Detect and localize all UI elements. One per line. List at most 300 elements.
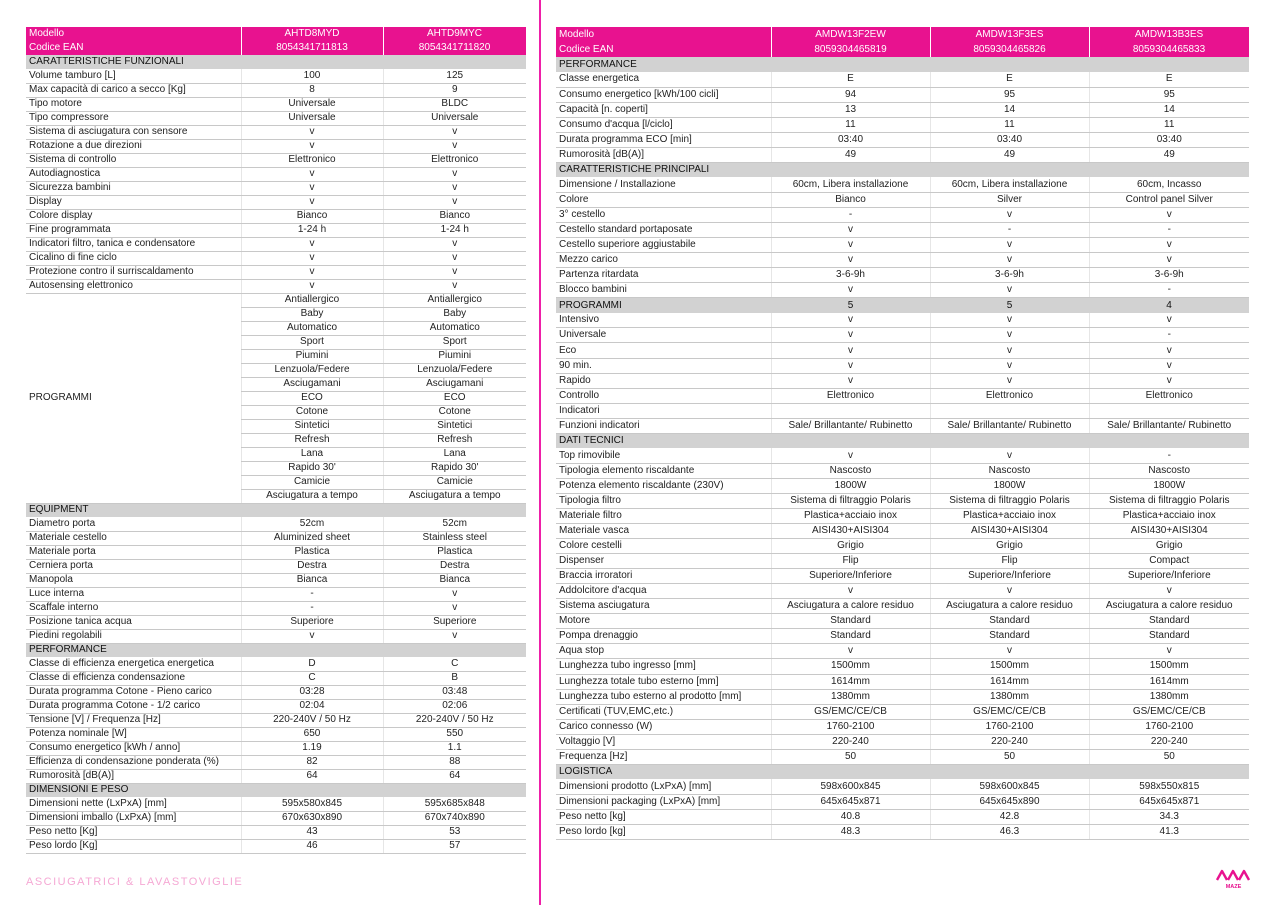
section-value [241, 55, 383, 69]
spec-label: Dispenser [556, 554, 771, 569]
spec-label: Consumo d'acqua [l/ciclo] [556, 117, 771, 132]
spec-label: Indicatori filtro, tanica e condensatore [26, 237, 241, 251]
spec-label: Universale [556, 328, 771, 343]
spec-row [556, 87, 1249, 102]
spec-row [556, 313, 1249, 328]
section-title: PERFORMANCE [556, 57, 771, 72]
spec-value: Grigio [1089, 539, 1249, 554]
spec-row [556, 704, 1249, 719]
spec-label: Cerniera porta [26, 559, 241, 573]
spec-value: 595x685x848 [383, 797, 526, 811]
spec-label: Potenza nominale [W] [26, 727, 241, 741]
spec-value: 1500mm [930, 659, 1089, 674]
spec-row [26, 671, 526, 685]
spec-value: v [930, 358, 1089, 373]
spec-label: Frequenza [Hz] [556, 749, 771, 764]
spec-row [26, 97, 526, 111]
spec-row [26, 69, 526, 83]
spec-label: Classe di efficienza energetica energetica [26, 657, 241, 671]
spec-row [556, 644, 1249, 659]
spec-value: 1380mm [930, 689, 1089, 704]
section-header [556, 764, 1249, 779]
spec-row [556, 734, 1249, 749]
spec-row [26, 83, 526, 97]
spec-row [26, 223, 526, 237]
spec-row [556, 463, 1249, 478]
spec-value: Sistema di filtraggio Polaris [771, 493, 930, 508]
model-label: Modello [26, 27, 241, 41]
spec-value: v [383, 181, 526, 195]
spec-value: - [1089, 283, 1249, 298]
spec-value: v [241, 125, 383, 139]
spec-label: Diametro porta [26, 517, 241, 531]
spec-value: - [1089, 223, 1249, 238]
spec-value: Universale [241, 111, 383, 125]
spec-value: GS/EMC/CE/CB [771, 704, 930, 719]
spec-value: Asciugatura a calore residuo [1089, 599, 1249, 614]
spec-label: Fine programmata [26, 223, 241, 237]
spec-value: Elettronico [1089, 388, 1249, 403]
section-value: 5 [930, 298, 1089, 313]
spec-value: 14 [1089, 102, 1249, 117]
spec-label: Blocco bambini [556, 283, 771, 298]
spec-label: Materiale porta [26, 545, 241, 559]
spec-value: 60cm, Libera installazione [771, 177, 930, 192]
logo-text: MAZE [1225, 884, 1242, 890]
program-name: Camicie [241, 475, 383, 489]
spec-label: Consumo energetico [kWh / anno] [26, 741, 241, 755]
spec-label: Sistema asciugatura [556, 599, 771, 614]
spec-row [556, 569, 1249, 584]
program-name: Asciugatura a tempo [241, 489, 383, 503]
spec-value: Elettronico [241, 153, 383, 167]
section-title: PERFORMANCE [26, 643, 241, 657]
spec-row [26, 755, 526, 769]
section-value [771, 433, 930, 448]
spec-row [26, 559, 526, 573]
spec-row [26, 657, 526, 671]
spec-value: 125 [383, 69, 526, 83]
spec-value: Bianca [383, 573, 526, 587]
spec-value: 220-240 [771, 734, 930, 749]
program-row [26, 293, 526, 307]
spec-value: v [1089, 358, 1249, 373]
spec-value: v [930, 584, 1089, 599]
spec-value: 43 [241, 825, 383, 839]
page-divider [539, 0, 541, 905]
ean-label: Codice EAN [26, 41, 241, 55]
spec-value: 1800W [930, 478, 1089, 493]
spec-label: Dimensione / Installazione [556, 177, 771, 192]
spec-value: 645x645x871 [771, 794, 930, 809]
spec-row [556, 809, 1249, 824]
spec-row [26, 615, 526, 629]
spec-value: C [383, 657, 526, 671]
spec-value: Sale/ Brillantante/ Rubinetto [1089, 418, 1249, 433]
section-value [383, 643, 526, 657]
spec-label: Autodiagnostica [26, 167, 241, 181]
program-name: Piumini [383, 349, 526, 363]
spec-value: v [930, 253, 1089, 268]
spec-row [556, 493, 1249, 508]
spec-value: v [1089, 644, 1249, 659]
spec-value: - [1089, 328, 1249, 343]
spec-value: v [930, 208, 1089, 223]
spec-row [556, 343, 1249, 358]
spec-value: v [1089, 584, 1249, 599]
spec-label: Tensione [V] / Frequenza [Hz] [26, 713, 241, 727]
spec-value: v [383, 125, 526, 139]
ean-code: 8054341711820 [383, 41, 526, 55]
spec-row [556, 418, 1249, 433]
section-title: CARATTERISTICHE FUNZIONALI [26, 55, 241, 69]
section-header [556, 298, 1249, 313]
spec-row [26, 167, 526, 181]
program-name: Rapido 30' [383, 461, 526, 475]
spec-value: GS/EMC/CE/CB [930, 704, 1089, 719]
spec-label: Rapido [556, 373, 771, 388]
spec-value: AISI430+AISI304 [930, 524, 1089, 539]
model-name: AHTD9MYC [383, 27, 526, 41]
spec-value: 1614mm [1089, 674, 1249, 689]
spec-value: Bianco [771, 193, 930, 208]
spec-row [556, 749, 1249, 764]
spec-value: 82 [241, 755, 383, 769]
spec-row [556, 689, 1249, 704]
spec-value: 3-6-9h [930, 268, 1089, 283]
spec-value: v [241, 279, 383, 293]
spec-value: 40.8 [771, 809, 930, 824]
spec-value: v [771, 253, 930, 268]
spec-value: - [241, 587, 383, 601]
model-name: AMDW13F3ES [930, 27, 1089, 42]
spec-label: Protezione contro il surriscaldamento [26, 265, 241, 279]
spec-row [26, 209, 526, 223]
spec-value: v [241, 167, 383, 181]
spec-value: 03:28 [241, 685, 383, 699]
spec-row [556, 554, 1249, 569]
spec-value: v [241, 181, 383, 195]
programs-label: PROGRAMMI [26, 293, 241, 503]
spec-label: Carico connesso (W) [556, 719, 771, 734]
spec-value: 3-6-9h [771, 268, 930, 283]
section-value [930, 57, 1089, 72]
ean-code: 8059304465833 [1089, 42, 1249, 57]
spec-value: B [383, 671, 526, 685]
spec-label: Sistema di controllo [26, 153, 241, 167]
spec-label: Controllo [556, 388, 771, 403]
spec-value: Standard [771, 629, 930, 644]
section-value: 5 [771, 298, 930, 313]
spec-label: Intensivo [556, 313, 771, 328]
spec-row [26, 125, 526, 139]
program-name: Cotone [241, 405, 383, 419]
spec-value: 02:04 [241, 699, 383, 713]
spec-label: Lunghezza totale tubo esterno [mm] [556, 674, 771, 689]
spec-value: 1.1 [383, 741, 526, 755]
spec-value: 42.8 [930, 809, 1089, 824]
spec-value: Standard [1089, 614, 1249, 629]
spec-value: 88 [383, 755, 526, 769]
program-name: Baby [383, 307, 526, 321]
program-name: Baby [241, 307, 383, 321]
spec-value: 8 [241, 83, 383, 97]
spec-value: 02:06 [383, 699, 526, 713]
spec-value: BLDC [383, 97, 526, 111]
spec-row [26, 629, 526, 643]
spec-value [1089, 403, 1249, 418]
spec-value: 1380mm [771, 689, 930, 704]
spec-label: Consumo energetico [kWh/100 cicli] [556, 87, 771, 102]
section-value [383, 783, 526, 797]
spec-value: v [241, 195, 383, 209]
spec-row [556, 117, 1249, 132]
spec-value: v [383, 251, 526, 265]
section-value [771, 162, 930, 177]
spec-value: 95 [930, 87, 1089, 102]
spec-row [556, 253, 1249, 268]
spec-value: 100 [241, 69, 383, 83]
spec-value: v [241, 237, 383, 251]
spec-label: Posizione tanica acqua [26, 615, 241, 629]
spec-row [556, 268, 1249, 283]
section-title: DIMENSIONI E PESO [26, 783, 241, 797]
spec-value: 1-24 h [383, 223, 526, 237]
spec-value: 650 [241, 727, 383, 741]
spec-value: 645x645x871 [1089, 794, 1249, 809]
spec-value: 1500mm [1089, 659, 1249, 674]
spec-label: Colore [556, 193, 771, 208]
spec-value: Elettronico [383, 153, 526, 167]
spec-label: Peso lordo [kg] [556, 824, 771, 839]
section-title: DATI TECNICI [556, 433, 771, 448]
spec-value: AISI430+AISI304 [1089, 524, 1249, 539]
spec-value: 595x580x845 [241, 797, 383, 811]
spec-value: Flip [930, 554, 1089, 569]
spec-value: 03:40 [930, 132, 1089, 147]
spec-value: v [930, 343, 1089, 358]
spec-value: v [771, 238, 930, 253]
model-label: Modello [556, 27, 771, 42]
spec-label: Sicurezza bambini [26, 181, 241, 195]
spec-row [26, 727, 526, 741]
spec-value: 220-240V / 50 Hz [241, 713, 383, 727]
spec-value: Plastica+acciaio inox [771, 509, 930, 524]
spec-value: Destra [383, 559, 526, 573]
program-name: Refresh [241, 433, 383, 447]
spec-value: Nascosto [930, 463, 1089, 478]
spec-value: v [1089, 373, 1249, 388]
spec-value: v [771, 644, 930, 659]
spec-row [556, 659, 1249, 674]
spec-row [556, 72, 1249, 87]
spec-value: v [383, 587, 526, 601]
section-value [771, 764, 930, 779]
spec-value: 50 [930, 749, 1089, 764]
spec-value: 1-24 h [241, 223, 383, 237]
spec-row [556, 388, 1249, 403]
spec-row [26, 251, 526, 265]
spec-value: 1614mm [771, 674, 930, 689]
spec-value: v [771, 448, 930, 463]
spec-label: Rotazione a due direzioni [26, 139, 241, 153]
dishwasher-spec-table [556, 27, 1250, 840]
spec-value: 60cm, Libera installazione [930, 177, 1089, 192]
spec-label: Peso lordo [Kg] [26, 839, 241, 853]
spec-row [556, 509, 1249, 524]
spec-value: 220-240 [930, 734, 1089, 749]
section-value [241, 503, 383, 517]
spec-value: - [241, 601, 383, 615]
spec-value: Destra [241, 559, 383, 573]
model-name: AMDW13F2EW [771, 27, 930, 42]
spec-row [556, 328, 1249, 343]
spec-row [26, 587, 526, 601]
spec-value: Bianca [241, 573, 383, 587]
spec-row [26, 111, 526, 125]
spec-label: Tipologia elemento riscaldante [556, 463, 771, 478]
spec-label: Sistema di asciugatura con sensore [26, 125, 241, 139]
spec-value: v [930, 448, 1089, 463]
section-value [771, 57, 930, 72]
spec-label: Tipologia filtro [556, 493, 771, 508]
spec-value: 50 [1089, 749, 1249, 764]
program-name: Automatico [241, 321, 383, 335]
spec-label: Volume tamburo [L] [26, 69, 241, 83]
spec-row [26, 237, 526, 251]
spec-value: v [930, 238, 1089, 253]
program-name: Lana [383, 447, 526, 461]
model-row [26, 27, 526, 41]
spec-value: - [771, 208, 930, 223]
spec-value: 64 [383, 769, 526, 783]
spec-row [556, 448, 1249, 463]
spec-value: v [1089, 208, 1249, 223]
spec-label: Funzioni indicatori [556, 418, 771, 433]
section-value [930, 764, 1089, 779]
program-name: Asciugatura a tempo [383, 489, 526, 503]
section-value [383, 55, 526, 69]
spec-row [556, 719, 1249, 734]
spec-label: 3° cestello [556, 208, 771, 223]
spec-value: v [383, 139, 526, 153]
spec-row [556, 539, 1249, 554]
spec-value: Elettronico [930, 388, 1089, 403]
program-name: ECO [383, 391, 526, 405]
spec-row [556, 824, 1249, 839]
spec-value: 60cm, Incasso [1089, 177, 1249, 192]
spec-value: v [771, 343, 930, 358]
spec-row [26, 181, 526, 195]
section-header [26, 783, 526, 797]
spec-row [556, 373, 1249, 388]
spec-label: Dimensioni packaging (LxPxA) [mm] [556, 794, 771, 809]
spec-label: Durata programma ECO [min] [556, 132, 771, 147]
spec-value: v [771, 373, 930, 388]
spec-label: Lunghezza tubo ingresso [mm] [556, 659, 771, 674]
spec-value: 598x600x845 [930, 779, 1089, 794]
model-name: AHTD8MYD [241, 27, 383, 41]
spec-row [26, 153, 526, 167]
program-name: Sport [241, 335, 383, 349]
section-value [1089, 57, 1249, 72]
spec-value: v [1089, 343, 1249, 358]
section-title: EQUIPMENT [26, 503, 241, 517]
program-name: Antiallergico [241, 293, 383, 307]
spec-value: v [771, 223, 930, 238]
spec-label: Top rimovibile [556, 448, 771, 463]
program-name: Camicie [383, 475, 526, 489]
spec-value: Aluminized sheet [241, 531, 383, 545]
spec-value: 1760-2100 [930, 719, 1089, 734]
section-value [1089, 433, 1249, 448]
spec-value: 11 [930, 117, 1089, 132]
spec-value: Sale/ Brillantante/ Rubinetto [771, 418, 930, 433]
ean-label: Codice EAN [556, 42, 771, 57]
spec-label: Pompa drenaggio [556, 629, 771, 644]
spec-label: Addolcitore d'acqua [556, 584, 771, 599]
spec-value: v [930, 373, 1089, 388]
spec-value: 41.3 [1089, 824, 1249, 839]
spec-label: Rumorosità [dB(A)] [26, 769, 241, 783]
spec-value: Sistema di filtraggio Polaris [930, 493, 1089, 508]
spec-row [556, 524, 1249, 539]
spec-row [26, 601, 526, 615]
spec-value: v [383, 195, 526, 209]
section-header [556, 433, 1249, 448]
spec-row [556, 132, 1249, 147]
spec-value: Plastica+acciaio inox [1089, 509, 1249, 524]
spec-label: Braccia irroratori [556, 569, 771, 584]
spec-value: - [1089, 448, 1249, 463]
spec-label: Partenza ritardata [556, 268, 771, 283]
spec-value: 13 [771, 102, 930, 117]
spec-value: Sistema di filtraggio Polaris [1089, 493, 1249, 508]
spec-label: Aqua stop [556, 644, 771, 659]
spec-value: 220-240V / 50 Hz [383, 713, 526, 727]
spec-row [556, 208, 1249, 223]
spec-value: Control panel Silver [1089, 193, 1249, 208]
spec-label: Display [26, 195, 241, 209]
spec-value: 34.3 [1089, 809, 1249, 824]
spec-value: 49 [1089, 147, 1249, 162]
spec-value: v [241, 265, 383, 279]
section-title: PROGRAMMI [556, 298, 771, 313]
spec-value: 03:48 [383, 685, 526, 699]
section-title: CARATTERISTICHE PRINCIPALI [556, 162, 771, 177]
spec-row [556, 403, 1249, 418]
spec-label: Voltaggio [V] [556, 734, 771, 749]
spec-value: v [241, 251, 383, 265]
spec-value: 550 [383, 727, 526, 741]
section-value [241, 643, 383, 657]
spec-value: Standard [930, 614, 1089, 629]
spec-value: Plastica [383, 545, 526, 559]
spec-row [26, 797, 526, 811]
spec-value: 220-240 [1089, 734, 1249, 749]
spec-value: 1800W [1089, 478, 1249, 493]
spec-value: 3-6-9h [1089, 268, 1249, 283]
spec-label: Peso netto [kg] [556, 809, 771, 824]
spec-row [556, 358, 1249, 373]
spec-value: E [1089, 72, 1249, 87]
section-value [1089, 764, 1249, 779]
spec-value: 53 [383, 825, 526, 839]
spec-value: 94 [771, 87, 930, 102]
spec-label: Max capacità di carico a secco [Kg] [26, 83, 241, 97]
spec-value: Universale [383, 111, 526, 125]
spec-value: v [771, 328, 930, 343]
